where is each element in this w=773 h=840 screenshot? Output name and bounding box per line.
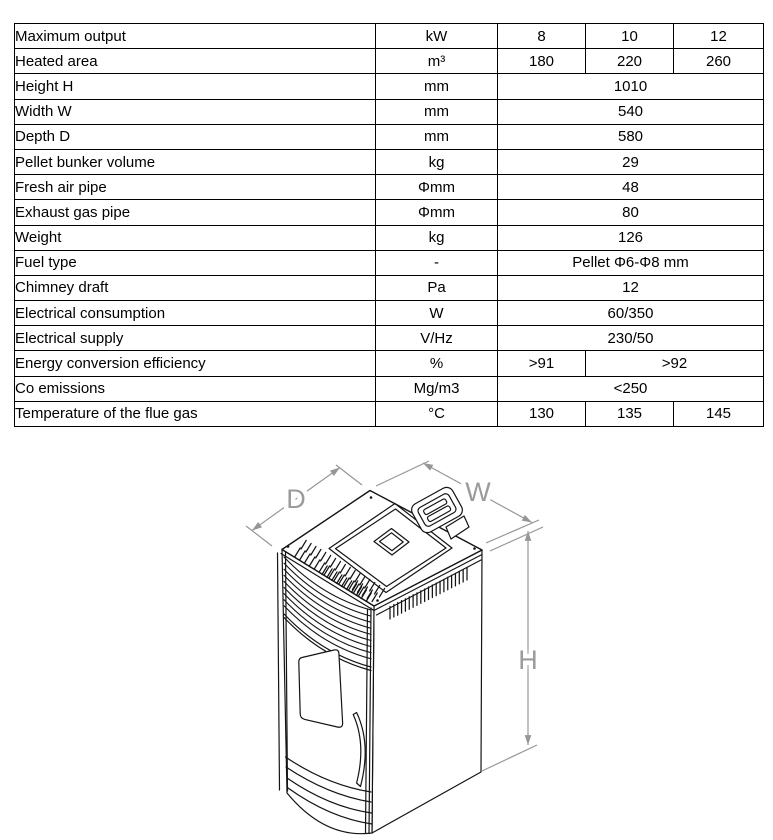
spec-row-value: 12	[674, 24, 764, 49]
spec-row-value: 1010	[498, 74, 764, 99]
spec-row-value: 180	[498, 49, 586, 74]
screw-dot	[376, 599, 379, 602]
width-extension-line	[376, 461, 429, 486]
spec-row-unit: V/Hz	[376, 326, 498, 351]
spec-row-value: 130	[498, 401, 586, 426]
spec-row-label: Height H	[15, 74, 376, 99]
spec-row-label: Exhaust gas pipe	[15, 200, 376, 225]
spec-row-value: 48	[498, 175, 764, 200]
spec-row-value: 10	[586, 24, 674, 49]
spec-row-value: 220	[586, 49, 674, 74]
spec-row-unit: m³	[376, 49, 498, 74]
spec-row-label: Chimney draft	[15, 275, 376, 300]
spec-row-unit: mm	[376, 124, 498, 149]
spec-row-unit: W	[376, 301, 498, 326]
height-extension-line	[482, 745, 537, 771]
stove-drawing	[278, 485, 483, 834]
spec-row-value: 135	[586, 401, 674, 426]
spec-row-unit: °C	[376, 401, 498, 426]
spec-row-label: Weight	[15, 225, 376, 250]
spec-row-label: Energy conversion efficiency	[15, 351, 376, 376]
spec-row-value: <250	[498, 376, 764, 401]
spec-row-value: 230/50	[498, 326, 764, 351]
spec-row-label: Width W	[15, 99, 376, 124]
spec-row-label: Electrical consumption	[15, 301, 376, 326]
depth-extension-line	[246, 526, 272, 546]
spec-row-value: >91	[498, 351, 586, 376]
spec-row-label: Fresh air pipe	[15, 175, 376, 200]
spec-row-unit: Pa	[376, 275, 498, 300]
spec-row-unit: kg	[376, 149, 498, 174]
spec-row-unit: kg	[376, 225, 498, 250]
spec-row-unit: Φmm	[376, 200, 498, 225]
spec-row-value: 80	[498, 200, 764, 225]
spec-row-label: Fuel type	[15, 250, 376, 275]
spec-row-label: Co emissions	[15, 376, 376, 401]
height-extension-line	[490, 527, 543, 551]
spec-row-value: 60/350	[498, 301, 764, 326]
spec-row-value: Pellet Φ6-Φ8 mm	[498, 250, 764, 275]
stove-door-window	[299, 650, 343, 727]
dimension-width-label: W	[465, 477, 491, 507]
stove-left-pillar	[278, 553, 280, 790]
spec-row-label: Electrical supply	[15, 326, 376, 351]
spec-row-label: Heated area	[15, 49, 376, 74]
dimension-depth-label: D	[286, 484, 306, 514]
spec-row-unit: mm	[376, 74, 498, 99]
spec-row-value: 12	[498, 275, 764, 300]
spec-row-value: 580	[498, 124, 764, 149]
spec-row-value: 145	[674, 401, 764, 426]
spec-row-label: Depth D	[15, 124, 376, 149]
spec-row-value: 126	[498, 225, 764, 250]
spec-row-value: >92	[586, 351, 764, 376]
screw-dot	[473, 547, 476, 550]
spec-row-unit: Φmm	[376, 175, 498, 200]
spec-row-value: 8	[498, 24, 586, 49]
spec-row-unit: %	[376, 351, 498, 376]
spec-row-unit: Mg/m3	[376, 376, 498, 401]
width-extension-line	[486, 520, 539, 543]
spec-row-unit: -	[376, 250, 498, 275]
spec-row-value: 540	[498, 99, 764, 124]
spec-row-value: 260	[674, 49, 764, 74]
screw-dot	[370, 496, 373, 499]
spec-row-label: Temperature of the flue gas	[15, 401, 376, 426]
screw-dot	[287, 545, 290, 548]
spec-row-unit: mm	[376, 99, 498, 124]
spec-row-label: Maximum output	[15, 24, 376, 49]
dimension-height-label: H	[518, 645, 538, 675]
spec-row-value: 29	[498, 149, 764, 174]
spec-row-label: Pellet bunker volume	[15, 149, 376, 174]
spec-row-unit: kW	[376, 24, 498, 49]
